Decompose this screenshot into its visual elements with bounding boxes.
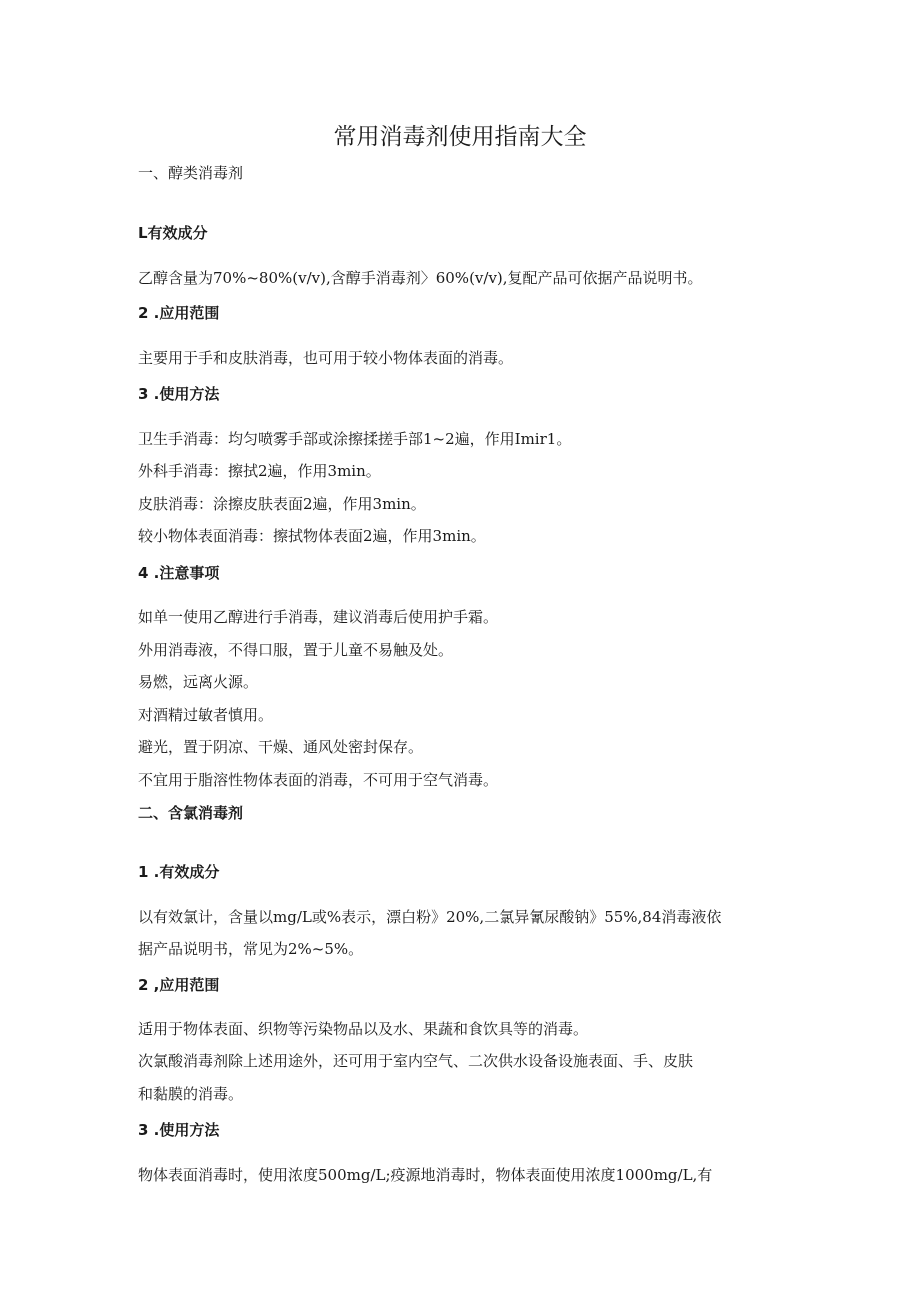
paragraph-line: 和黏膜的消毒。 (138, 1085, 244, 1103)
usage-line: 皮肤消毒：涂擦皮肤表面2遍，作用3min。 (138, 495, 426, 513)
paragraph-line: 物体表面消毒时，使用浓度500mg/L;疫源地消毒时，物体表面使用浓度1000mg/L,有 (138, 1166, 713, 1184)
subheading-precautions: 4 .注意事项 (138, 564, 220, 582)
page-title: 常用消毒剂使用指南大全 (333, 124, 587, 150)
paragraph-line: 次氯酸消毒剂除上述用途外，还可用于室内空气、二次供水设备设施表面、手、皮肤 (138, 1052, 694, 1070)
usage-line: 外科手消毒：擦拭2遍，作用3min。 (138, 462, 381, 480)
precaution-line: 不宜用于脂溶性物体表面的消毒，不可用于空气消毒。 (138, 771, 499, 789)
subheading-usage-method: 3 .使用方法 (138, 1121, 220, 1139)
usage-line: 较小物体表面消毒：擦拭物体表面2遍，作用3min。 (138, 527, 486, 545)
section-heading-chlorine: 二、含氯消毒剂 (138, 804, 244, 822)
subheading-application-scope: 2 ,应用范围 (138, 976, 220, 994)
paragraph-application-scope: 主要用于手和皮肤消毒，也可用于较小物体表面的消毒。 (138, 349, 514, 367)
subheading-active-ingredient: 1 .有效成分 (138, 863, 220, 881)
precaution-line: 对酒精过敏者慎用。 (138, 706, 274, 724)
paragraph-line: 适用于物体表面、织物等污染物品以及水、果蔬和食饮具等的消毒。 (138, 1020, 589, 1038)
subheading-usage-method: 3 .使用方法 (138, 385, 220, 403)
precaution-line: 如单一使用乙醇进行手消毒，建议消毒后使用护手霜。 (138, 608, 499, 626)
paragraph-line: 以有效氯计，含量以mg/L或%表示，漂白粉》20%,二氯异氰尿酸钠》55%,84消毒液依 (138, 908, 722, 926)
usage-line: 卫生手消毒：均匀喷雾手部或涂擦揉搓手部1~2遍，作用Imir1。 (138, 430, 572, 448)
paragraph-line: 据产品说明书，常见为2%~5%。 (138, 940, 364, 958)
precaution-line: 外用消毒液，不得口服，置于儿童不易触及处。 (138, 641, 454, 659)
subheading-active-ingredient: L有效成分 (138, 224, 208, 242)
precaution-line: 避光，置于阴凉、干燥、通风处密封保存。 (138, 738, 424, 756)
precaution-line: 易燃，远离火源。 (138, 673, 259, 691)
paragraph-active-ingredient: 乙醇含量为70%~80%(v/v),含醇手消毒剂〉60%(v/v),复配产品可依据产品说明书。 (138, 269, 703, 287)
section-heading-alcohol: 一、醇类消毒剂 (138, 164, 244, 182)
subheading-application-scope: 2 .应用范围 (138, 304, 220, 322)
